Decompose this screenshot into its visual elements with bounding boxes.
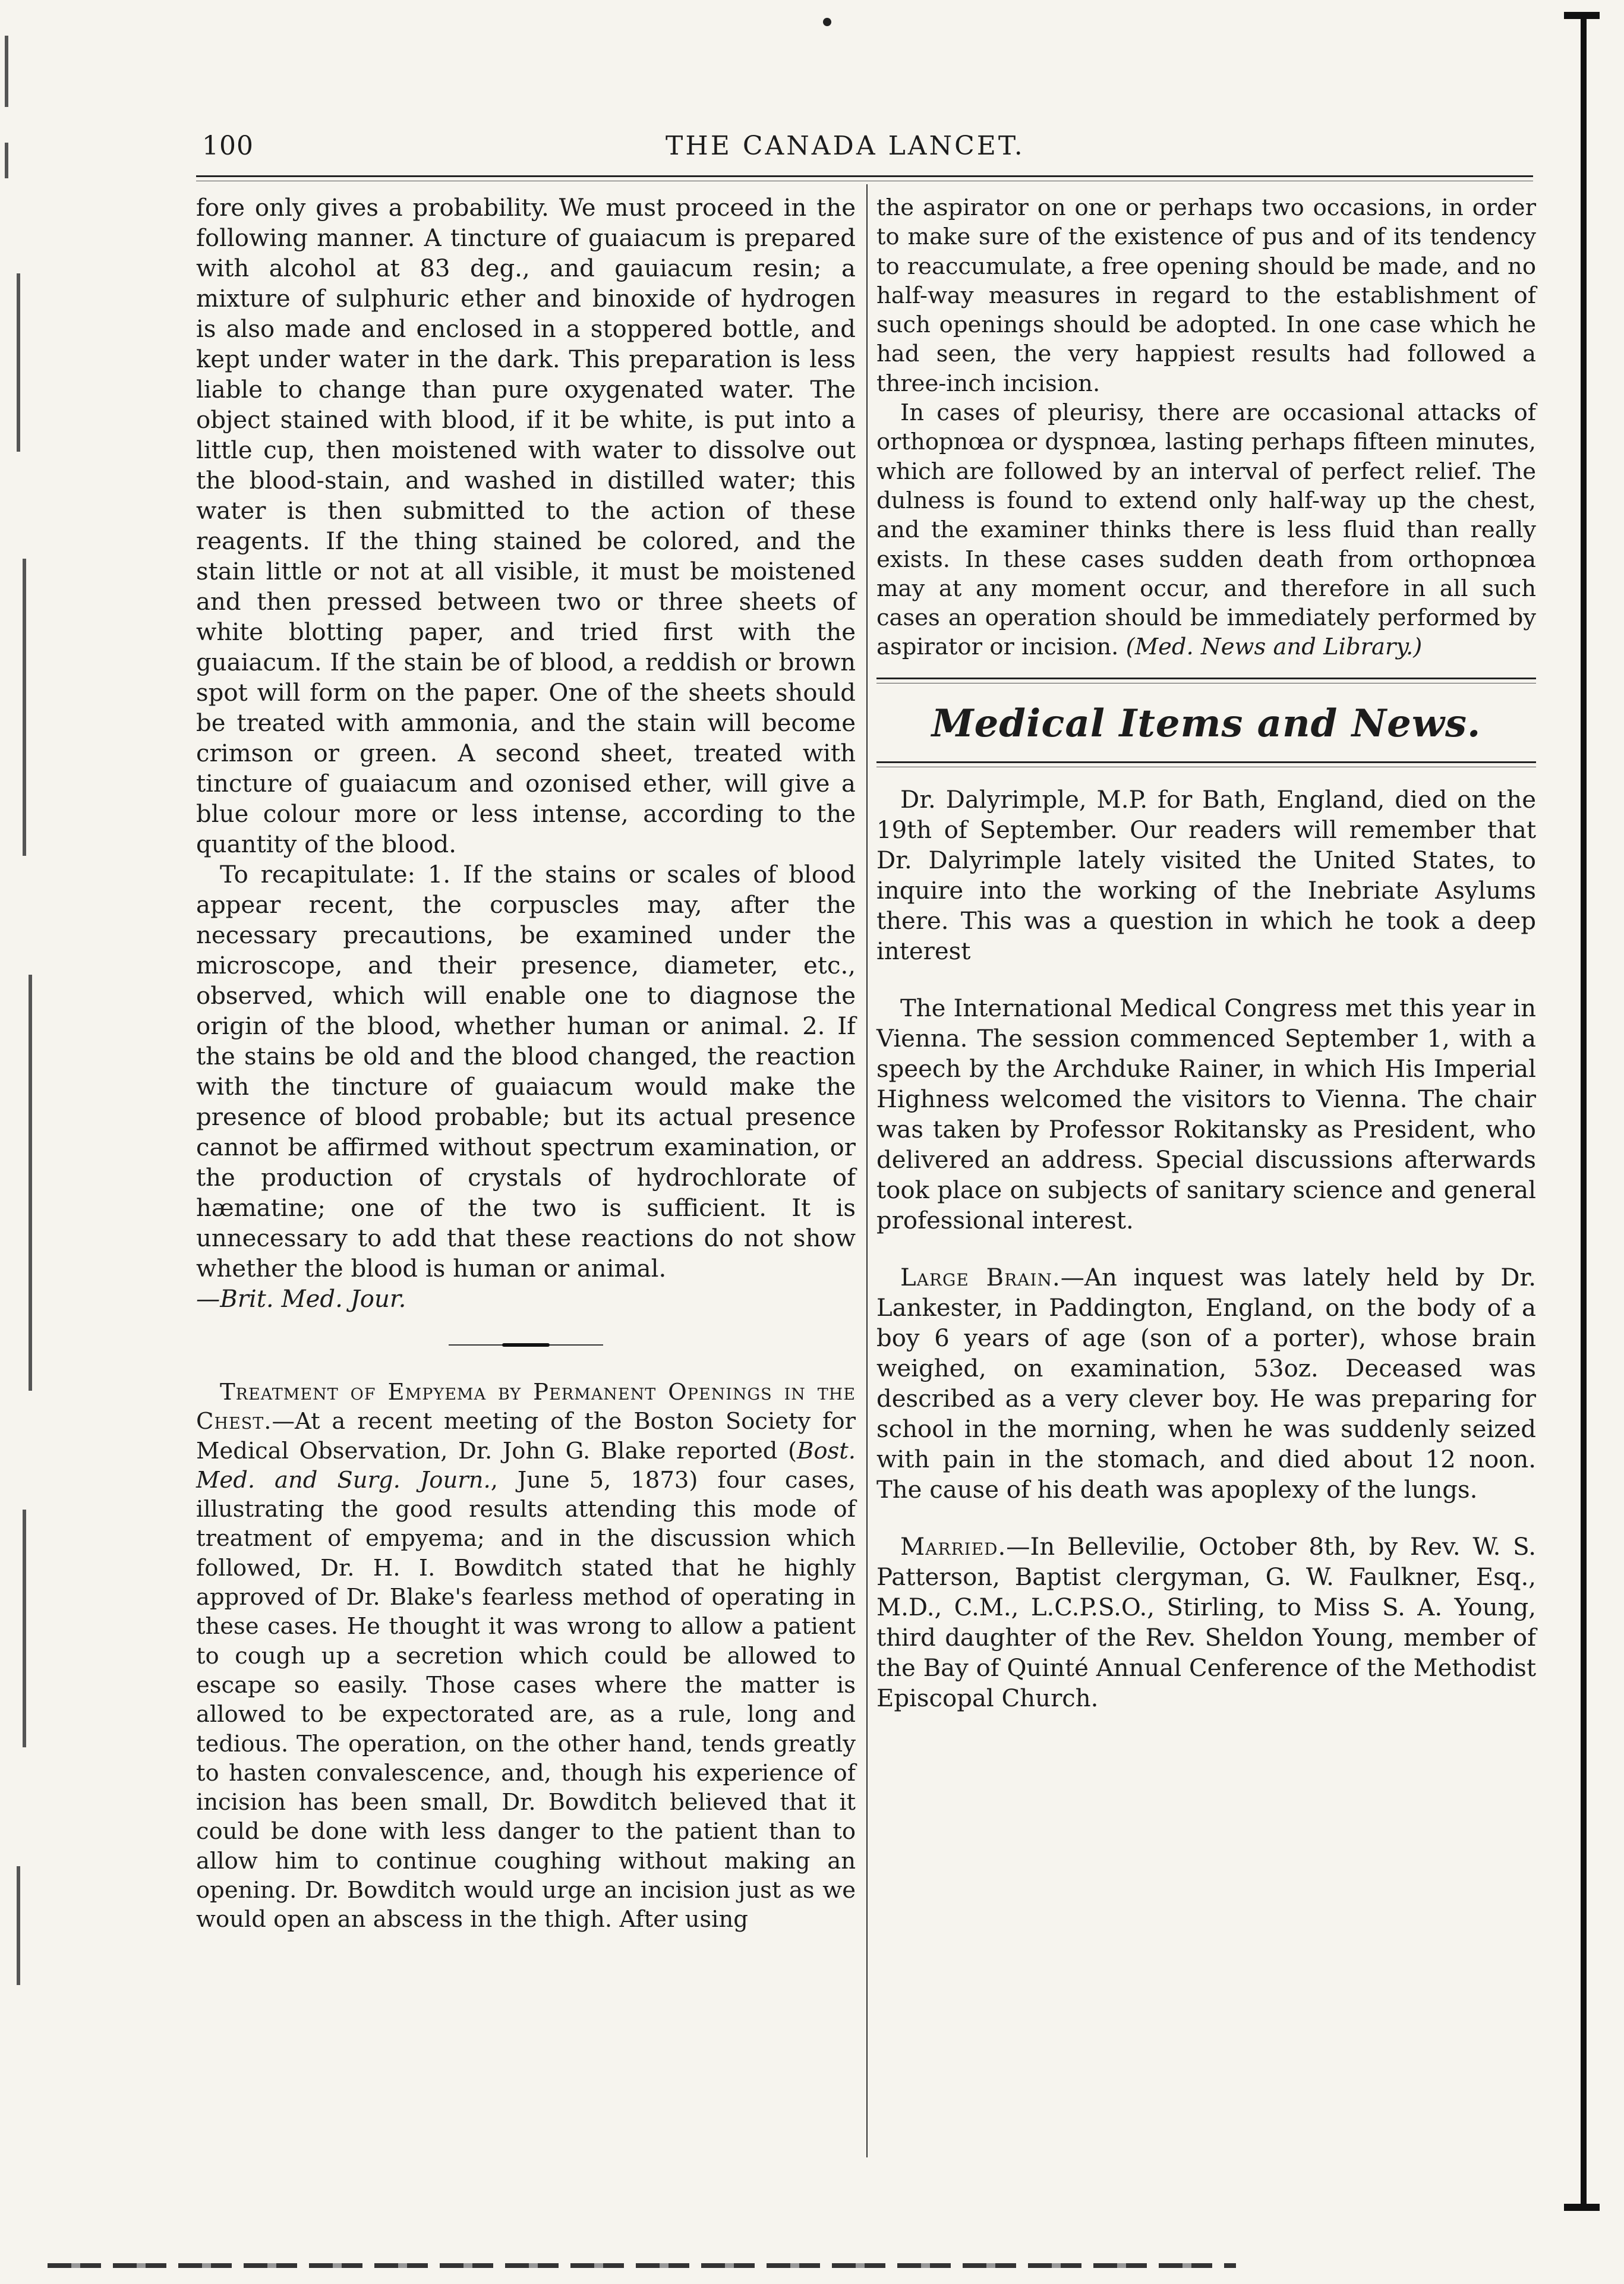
- article-citation: (Med. News and Library.): [1125, 634, 1423, 661]
- news-item-text: —In Bellevilie, October 8th, by Rev. W. S. Patterson, Baptist clergyman, G. W. Faulkner, Esq., M.D., C.M., L.C.P.S.O., Stirling, to Miss S. A. Young, third daughter of the Rev. Sheldon Young, member of the Bay of Quinté Annual Cenference of the Methodist Episcopal Church.: [876, 1533, 1536, 1712]
- news-item-title: Large Brain.: [900, 1264, 1061, 1291]
- news-item: [876, 1532, 1536, 1714]
- empyema-article-continued: [876, 193, 1536, 662]
- recapitulation-text: To recapitulate: 1. If the stains or scales of blood appear recent, the corpuscles may, after the necessary precautions, be examined under the microscope, and their presence, diameter, etc., observed, which will enable one to diagnose the origin of the blood, whether human or animal. 2. If the stains be old and the blood changed, the reaction with the tincture of guaiacum would make the presence of blood probable; but its actual presence cannot be affirmed without spectrum examination, or the production of crystals of hydrochlorate of hæmatine; one of the two is sufficient. It is unnecessary to add that these reactions do not show whether the blood is human or animal.: [196, 861, 856, 1283]
- section-rule: [876, 761, 1536, 763]
- article-paragraph: [876, 398, 1536, 662]
- scan-left-edge: [5, 24, 40, 2223]
- page-header: [202, 131, 1533, 178]
- article-citation: —Brit. Med. Jour.: [196, 1286, 406, 1313]
- news-item: Dr. Dalyrimple, M.P. for Bath, England, died on the 19th of September. Our readers will remember that Dr. Dalyrimple lately visited the United States, to inquire into the working of the Inebriate Asylums there. This was a question in which he took a deep interest: [876, 786, 1536, 965]
- scan-binding-bar: [1581, 12, 1587, 2211]
- scan-bottom-edge: [48, 2263, 1236, 2268]
- ink-speck: [823, 18, 831, 26]
- article-paragraph: [196, 1378, 856, 1935]
- journal-reference: Bost. Med. and Surg. Journ.: [196, 1437, 856, 1494]
- article-paragraph: the aspirator on one or perhaps two occasions, in order to make sure of the existence of pus and of its tendency to reaccumulate, a free opening should be made, and no half-way measures in regard to the establishment of such openings should be adopted. In one case which he had seen, the very happiest results had followed a three-inch incision.: [876, 194, 1536, 397]
- section-heading: Medical Items and News.: [931, 701, 1481, 746]
- article-text: , June 5, 1873) four cases, illustrating the good results attending this mode of treatment of empyema; and in the discussion which followed, Dr. H. I. Bowditch stated that he highly approved of Dr. Blake's fearless method of operating in these cases. He thought it was wrong to allow a patient to cough up a secretion which could be allowed to escape so easily. Those cases where the matter is allowed to be expectorated are, as a rule, long and tedious. The operation, on the other hand, tends greatly to hasten convalescence, and, though his experience of incision has been small, Dr. Bowditch believed that it could be done with less danger to the patient than to allow him to continue coughing without making an opening. Dr. Bowditch would urge an incision just as we would open an abscess in the thigh. After using: [196, 1466, 856, 1933]
- running-title: THE CANADA LANCET.: [666, 131, 1025, 161]
- article-paragraph: [196, 860, 856, 1315]
- article-paragraph: fore only gives a probability. We must proceed in the following manner. A tincture of guaiacum is prepared with alcohol at 83 deg., and gauiacum resin; a mixture of sulphuric ether and binoxide of hydrogen is also made and enclosed in a stoppered bottle, and kept under water in the dark. This preparation is less liable to change than pure oxygenated water. The object stained with blood, if it be white, is put into a little cup, then moistened with water to dissolve out the blood-stain, and washed in distilled water; this water is then submitted to the action of these reagents. If the thing stained be colored, and the stain little or not at all visible, it must be moistened and then pressed between two or three sheets of white blotting paper, and tried first with the guaiacum. If the stain be of blood, a reddish or brown spot will form on the paper. One of the sheets should be treated with ammonia, and the stain will become crimson or green. A second sheet, treated with tincture of guaiacum and ozonised ether, will give a blue colour more or less intense, according to the quantity of the blood.: [196, 194, 856, 858]
- page-number: 100: [202, 131, 254, 161]
- left-column: [196, 193, 856, 1935]
- empyema-article: [196, 1378, 856, 1935]
- article-separator: [449, 1343, 603, 1347]
- article-text: In cases of pleurisy, there are occasional attacks of orthopnœa or dyspnœa, lasting perhaps fifteen minutes, which are followed by an interval of perfect relief. The dulness is found to extend only half-way up the chest, and the examiner thinks there is less fluid than really exists. In these cases sudden death from orthopnœa may at any moment occur, and therefore in all such cases an operation should be immediately performed by aspirator or incision.: [876, 399, 1536, 661]
- news-item: The International Medical Congress met this year in Vienna. The session commenced September 1, with a speech by the Archduke Rainer, in which His Imperial Highness welcomed the visitors to Vienna. The chair was taken by Professor Rokitansky as President, who delivered an address. Special discussions afterwards took place on subjects of sanitary science and general professional interest.: [876, 994, 1536, 1234]
- section-rule: [876, 678, 1536, 679]
- column-divider: [866, 184, 868, 2157]
- news-item-title: Married.: [900, 1533, 1007, 1561]
- right-column: [876, 193, 1536, 1714]
- article-text: —At a recent meeting of the Boston Society for Medical Observation, Dr. John G. Blake reported (: [196, 1408, 856, 1464]
- header-rule: [196, 175, 1533, 177]
- blood-stain-article: [196, 193, 856, 1315]
- article-title: Treatment of Empyema by Permanent Openings in the Chest.: [196, 1379, 856, 1435]
- news-item-text: —An inquest was lately held by Dr. Lankester, in Paddington, England, on the body of a boy 6 years of age (son of a porter), whose brain weighed, on examination, 53oz. Deceased was described as a very clever boy. He was preparing for school in the morning, when he was suddenly seized with pain in the stomach, and died about 12 noon. The cause of his death was apoplexy of the lungs.: [876, 1264, 1536, 1504]
- news-item: [876, 1263, 1536, 1505]
